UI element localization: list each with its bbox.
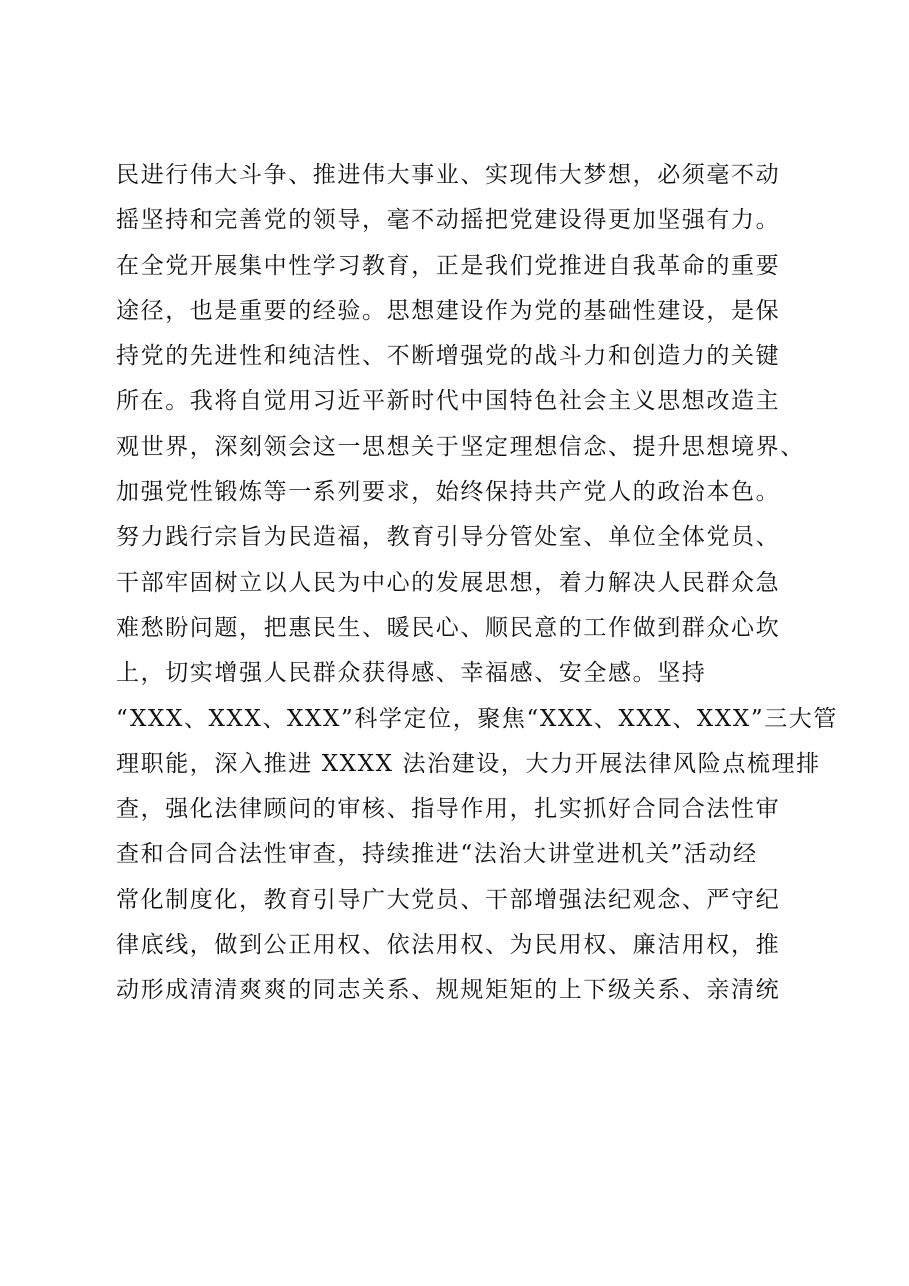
text-line: 观世界，深刻领会这一思想关于坚定理想信念、提升思想境界、 (116, 433, 805, 460)
text-line: 理职能，深入推进 XXXX 法治建设，大力开展法律风险点梳理排 (116, 750, 821, 777)
text-line: 摇坚持和完善党的领导，毫不动摇把党建设得更加坚强有力。 (116, 207, 781, 234)
text-line: 所在。我将自觉用习近平新时代中国特色社会主义思想改造主 (116, 388, 781, 415)
text-line: 努力践行宗旨为民造福，教育引导分管处室、单位全体党员、 (116, 524, 781, 551)
text-line: 民进行伟大斗争、推进伟大事业、实现伟大梦想，必须毫不动 (116, 162, 781, 188)
text-line: 加强党性锻炼等一系列要求，始终保持共产党人的政治本色。 (116, 479, 781, 506)
text-line: 查，强化法律顾问的审核、指导作用，扎实抓好合同合法性审 (116, 796, 781, 823)
text-line: 途径，也是重要的经验。思想建设作为党的基础性建设，是保 (116, 297, 781, 324)
text-line: 常化制度化，教育引导广大党员、干部增强法纪观念、严守纪 (116, 886, 781, 913)
text-line: 持党的先进性和纯洁性、不断增强党的战斗力和创造力的关键 (116, 343, 781, 370)
text-line: 在全党开展集中性学习教育，正是我们党推进自我革命的重要 (116, 252, 781, 279)
text-line: “XXX、XXX、XXX”科学定位，聚焦“XXX、XXX、XXX”三大管 (116, 705, 839, 732)
text-line: 查和合同合法性审查，持续推进“法治大讲堂进机关”活动经 (116, 841, 758, 868)
text-line: 上，切实增强人民群众获得感、幸福感、安全感。坚持 (116, 660, 707, 687)
text-line: 动形成清清爽爽的同志关系、规规矩矩的上下级关系、亲清统 (116, 977, 781, 1004)
text-line: 干部牢固树立以人民为中心的发展思想，着力解决人民群众急 (116, 569, 781, 596)
body-text (116, 153, 839, 1014)
text-line: 律底线，做到公正用权、依法用权、为民用权、廉洁用权，推 (116, 932, 781, 959)
text-line: 难愁盼问题，把惠民生、暖民心、顺民意的工作做到群众心坎 (116, 614, 781, 641)
